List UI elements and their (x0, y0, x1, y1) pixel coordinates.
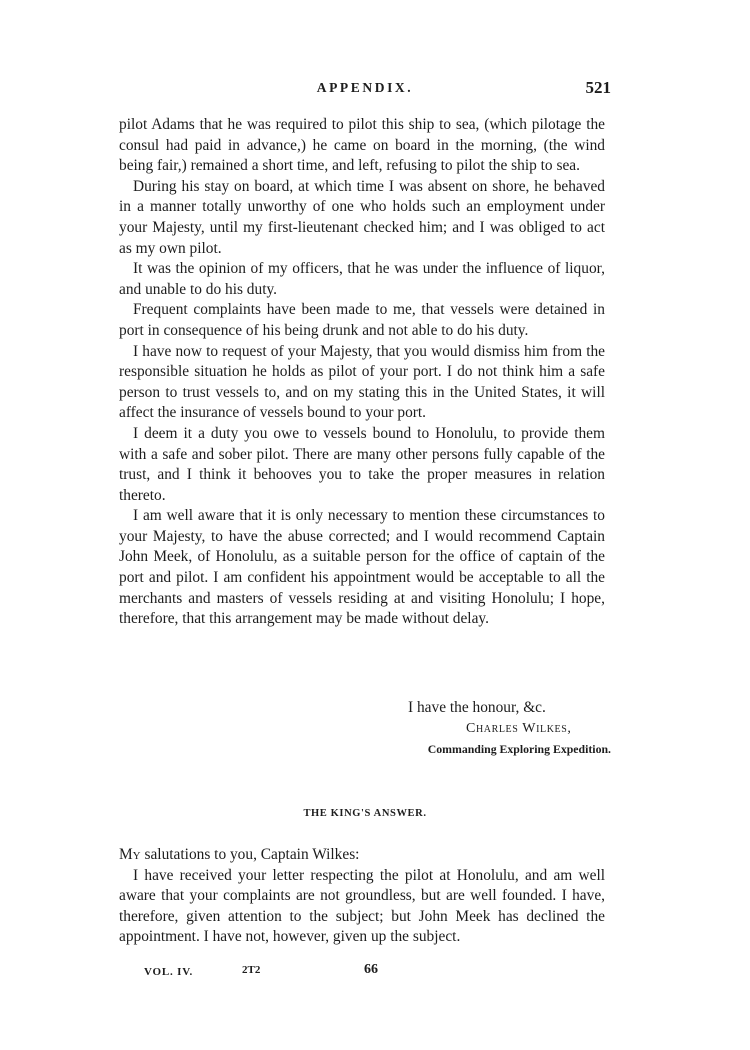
signature-name: Charles Wilkes, (466, 720, 572, 736)
letter-paragraph: Frequent complaints have been made to me, that vessels were detained in port in consequence of his being drunk and not able to do his duty. (119, 301, 605, 339)
footer-number: 66 (364, 962, 378, 977)
running-header (119, 80, 611, 102)
page-number: 521 (585, 78, 611, 97)
volume-label: VOL. IV. (144, 966, 194, 978)
letter-paragraph: pilot Adams that he was required to pilot this ship to sea, (which pilotage the consul had paid in advance,) he came on board in the morning, (the wind being fair,) remained a short time, and left, refusing to pilot the ship to sea. (119, 116, 605, 175)
letter-paragraph: During his stay on board, at which time I was absent on shore, he behaved in a manner totally unworthy of one who holds such an employment under your Majesty, until my first-lieutenant checked him; and I was obliged to act as my own pilot. (119, 177, 605, 257)
letter-paragraph: I deem it a duty you owe to vessels bound to Honolulu, to provide them with a safe and sober pilot. There are many other persons fully capable of the trust, and I think it behooves you to take the proper measures in relation thereto. (119, 424, 605, 504)
salutation-first-word: My (119, 846, 141, 863)
signature-mark: 2T2 (242, 964, 261, 976)
letter-paragraph: I am well aware that it is only necessary to mention these circumstances to your Majesty, to have the abuse corrected; and I would recommend Captain John Meek, of Honolulu, as a suitable person for the office of captain of the port and pilot. I am confident his appointment would be acceptable to all the merchants and masters of vessels residing at and visiting Honolulu; I hope, therefore, that this arrangement may be made without delay. (119, 507, 605, 628)
salutation (119, 845, 605, 866)
closing-line: I have the honour, &c. (408, 699, 546, 716)
signature-title: Commanding Exploring Expedition. (427, 742, 611, 757)
section-heading: THE KING'S ANSWER. (303, 808, 427, 819)
letter-paragraph: It was the opinion of my officers, that he was under the influence of liquor, and unable to do his duty. (119, 260, 605, 298)
kings-answer (119, 845, 605, 948)
salutation-rest: salutations to you, Captain Wilkes: (140, 846, 360, 863)
page-footer (140, 963, 611, 983)
letter-body (119, 115, 605, 630)
running-title: APPENDIX. (316, 80, 414, 95)
answer-paragraph: I have received your letter respecting the pilot at Honolulu, and am well aware that your complaints are not groundless, but are well founded. I have, therefore, given attention to the subject; but John Meek has declined the appointment. I have not, however, given up the subject. (119, 866, 605, 946)
letter-paragraph: I have now to request of your Majesty, that you would dismiss him from the responsible situation he holds as pilot of your port. I do not think him a safe person to trust vessels to, and on my stating this in the United States, it will affect the insurance of vessels bound to your port. (119, 342, 605, 422)
letter-closing (171, 698, 611, 760)
